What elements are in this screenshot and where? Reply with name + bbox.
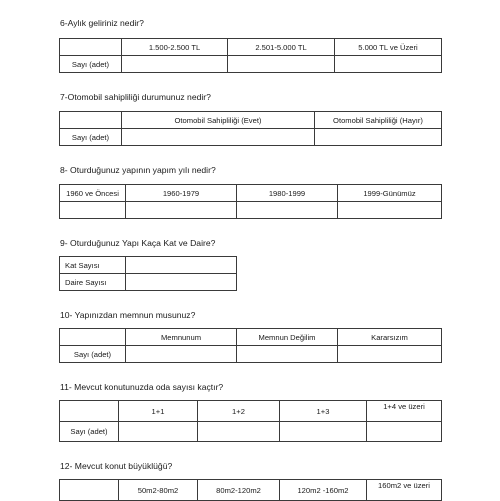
q6-header-3: 5.000 TL ve Üzeri	[335, 39, 442, 56]
q8-answer-cell-1[interactable]	[60, 202, 126, 219]
q7-row-label: Sayı (adet)	[60, 129, 122, 146]
question-10-title: 10- Yapınızdan memnun musunuz?	[60, 310, 196, 320]
question-7-title: 7-Otomobil sahipliliği durumunuz nedir?	[60, 92, 211, 102]
q8-header-3: 1980-1999	[237, 185, 338, 202]
q12-header-4: 160m2 ve üzeri	[367, 480, 442, 501]
q10-header-2: Memnun Değilim	[237, 329, 338, 346]
q7-header-empty	[60, 112, 122, 129]
question-8-title: 8- Oturduğunuz yapının yapım yılı nedir?	[60, 165, 216, 175]
q12-header-1: 50m2-80m2	[119, 480, 198, 501]
q10-answer-cell-3[interactable]	[338, 346, 442, 363]
q11-answer-cell-2[interactable]	[198, 422, 280, 442]
q7-header-2: Otomobil Sahipliliği (Hayır)	[315, 112, 442, 129]
q11-row-label: Sayı (adet)	[60, 422, 119, 442]
q11-answer-cell-4[interactable]	[367, 422, 442, 442]
q11-header-1: 1+1	[119, 401, 198, 422]
q10-header-empty	[60, 329, 126, 346]
q11-answer-cell-3[interactable]	[280, 422, 367, 442]
q12-header-2: 80m2-120m2	[198, 480, 280, 501]
q10-header-1: Memnunum	[126, 329, 237, 346]
q10-answer-cell-2[interactable]	[237, 346, 338, 363]
q7-answer-cell-1[interactable]	[122, 129, 315, 146]
q8-answer-cell-4[interactable]	[338, 202, 442, 219]
q7-answer-cell-2[interactable]	[315, 129, 442, 146]
q11-answer-cell-1[interactable]	[119, 422, 198, 442]
q8-header-1: 1960 ve Öncesi	[60, 185, 126, 202]
q10-header-3: Kararsızım	[338, 329, 442, 346]
q6-answer-cell-1[interactable]	[122, 56, 228, 73]
question-11-title: 11- Mevcut konutunuzda oda sayısı kaçtır?	[60, 382, 224, 392]
q6-answer-cell-2[interactable]	[228, 56, 335, 73]
question-11-table	[59, 400, 442, 442]
q8-answer-cell-3[interactable]	[237, 202, 338, 219]
q8-answer-cell-2[interactable]	[126, 202, 237, 219]
question-9-title: 9- Oturduğunuz Yapı Kaça Kat ve Daire?	[60, 238, 216, 248]
q11-header-empty	[60, 401, 119, 422]
q11-header-4: 1+4 ve üzeri	[367, 401, 442, 422]
q11-header-3: 1+3	[280, 401, 367, 422]
q9-row-label-1: Kat Sayısı	[60, 257, 126, 274]
question-6-table	[59, 38, 442, 73]
question-9-table	[59, 256, 237, 291]
q8-header-2: 1960-1979	[126, 185, 237, 202]
q9-answer-cell-1[interactable]	[126, 257, 237, 274]
q9-row-label-2: Daire Sayısı	[60, 274, 126, 291]
q6-header-2: 2.501-5.000 TL	[228, 39, 335, 56]
question-12-table	[59, 479, 442, 501]
q6-answer-cell-3[interactable]	[335, 56, 442, 73]
q10-answer-cell-1[interactable]	[126, 346, 237, 363]
question-10-table	[59, 328, 442, 363]
q6-header-1: 1.500-2.500 TL	[122, 39, 228, 56]
question-12-title: 12- Mevcut konut büyüklüğü?	[60, 461, 173, 471]
question-7-table	[59, 111, 442, 146]
question-6-title: 6-Aylık geliriniz nedir?	[60, 18, 144, 28]
q12-header-empty	[60, 480, 119, 501]
question-8-table	[59, 184, 442, 219]
q8-header-4: 1999-Günümüz	[338, 185, 442, 202]
q9-answer-cell-2[interactable]	[126, 274, 237, 291]
q6-header-empty	[60, 39, 122, 56]
q12-header-3: 120m2 -160m2	[280, 480, 367, 501]
q11-header-2: 1+2	[198, 401, 280, 422]
q6-row-label: Sayı (adet)	[60, 56, 122, 73]
q10-row-label: Sayı (adet)	[60, 346, 126, 363]
q7-header-1: Otomobil Sahipliliği (Evet)	[122, 112, 315, 129]
